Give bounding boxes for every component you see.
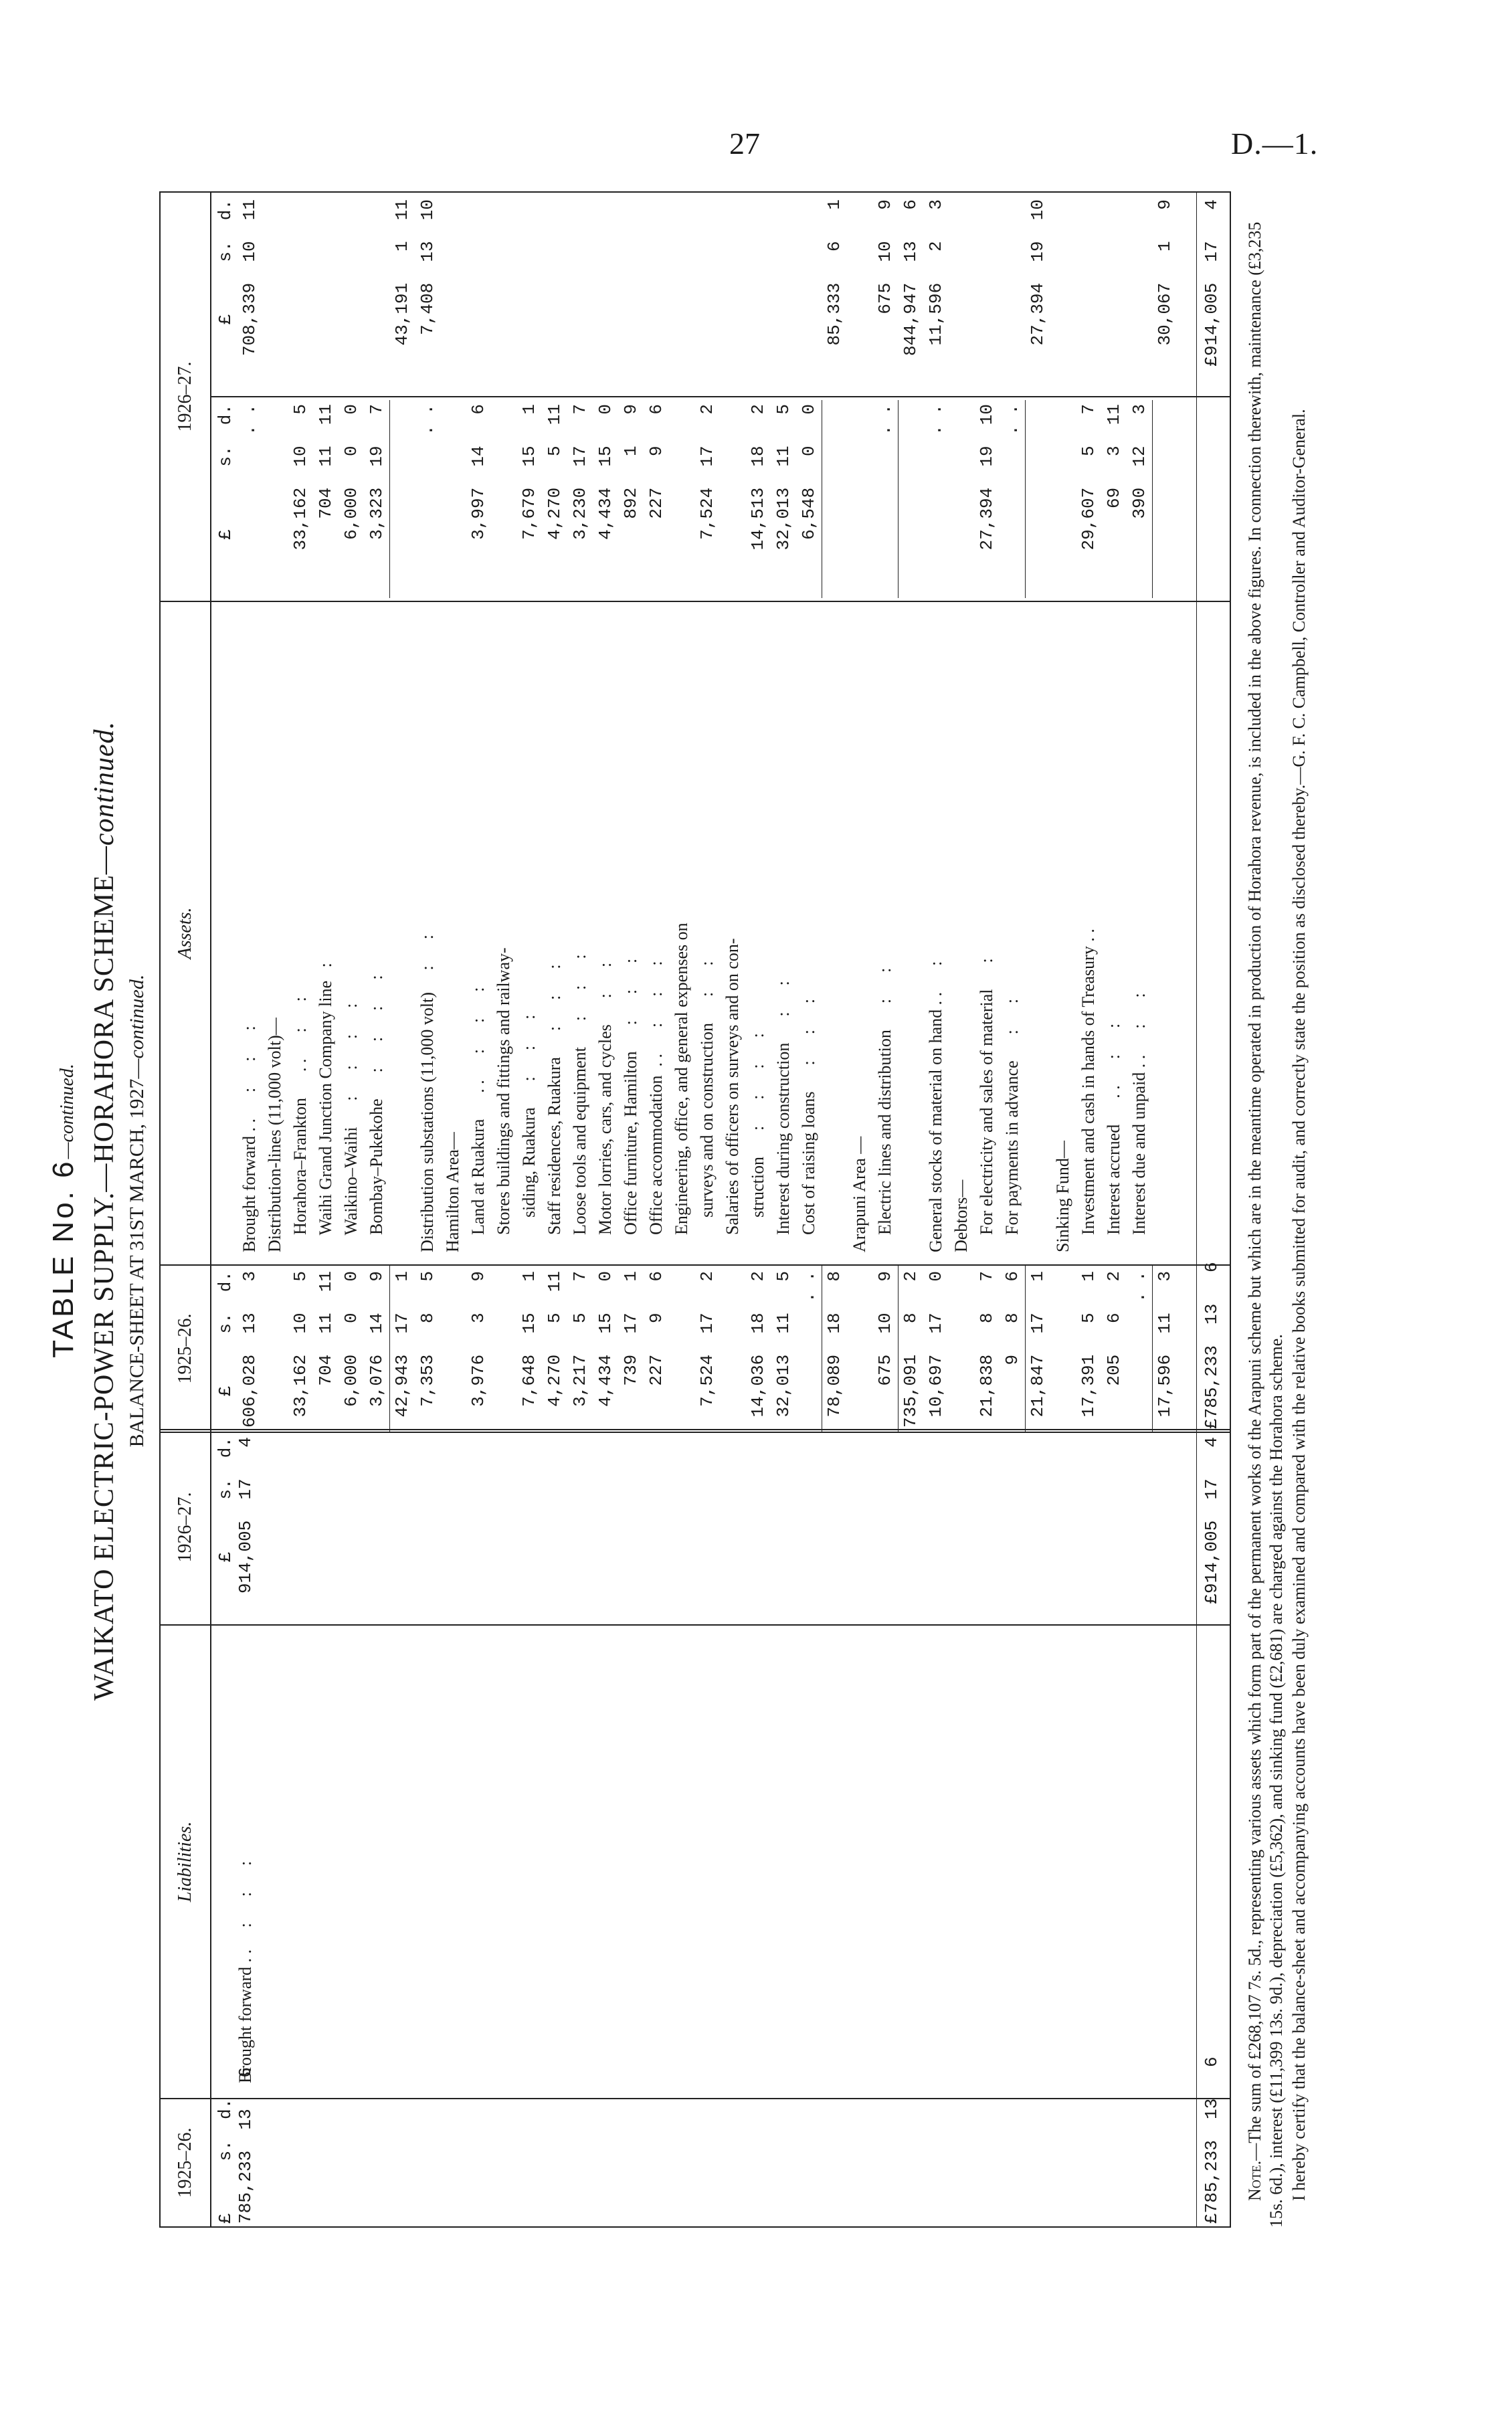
scheme-name: WAIKATO ELECTRIC-POWER SUPPLY.—HORAHORA SCHEME— (89, 846, 120, 1701)
asset-row-curr-total: 43,191 1 11 (392, 199, 412, 346)
asset-row-label: Stores buildings and fittings and railway- (494, 947, 513, 1252)
assets-total-rule (1196, 193, 1197, 1432)
asset-row-prev: 17,391 5 1 (1078, 1271, 1099, 1418)
asset-row-prev: 17,596 11 3 (1155, 1271, 1175, 1418)
asset-row-label: Engineering, office, and general expenses on (672, 923, 691, 1252)
asset-row-curr-detail: 7,524 17 2 (697, 404, 717, 540)
asset-row-prev: 33,162 10 5 (290, 1271, 310, 1418)
asset-row-prev: 3,976 3 9 (468, 1271, 488, 1407)
asset-row-label: Office furniture, Hamilton : : : (621, 958, 640, 1252)
assets-total-prev: £785,233 13 6 (1202, 1262, 1222, 1429)
asset-row-label: Distribution-lines (11,000 volt)— (265, 1018, 284, 1252)
asset-row-label: Cost of raising loans : : : (799, 998, 818, 1252)
document-reference: D.—1. (1231, 126, 1319, 161)
liabilities-table (159, 1429, 1231, 2228)
asset-row-label: Waihi Grand Junction Company line : (316, 963, 335, 1252)
asset-row-curr-total: 708,339 10 11 (240, 199, 260, 357)
asset-row-prev: 7,648 15 1 (519, 1271, 539, 1407)
table-title-continued: —continued. (57, 1064, 78, 1159)
asset-row-prev: 42,943 17 1 (392, 1271, 412, 1418)
assets-header-prev: 1925–26. (161, 1266, 211, 1432)
liab-unit-curr: £ s. d. (215, 1437, 235, 1563)
subtotal-rule (1025, 1266, 1026, 1432)
assets-col-divider-1 (161, 1264, 1230, 1266)
liab-col-divider-2 (161, 1624, 1230, 1626)
asset-row-curr-detail: . . (875, 404, 895, 436)
asset-row-label: Land at Ruakura . . : : : (468, 987, 488, 1252)
asset-row-curr-detail: . . (1002, 404, 1022, 436)
scheme-title (88, 194, 120, 2228)
asset-row-prev: 3,076 14 9 (367, 1271, 387, 1407)
asset-row-label: Salaries of officers on surveys and on con- (723, 938, 742, 1252)
liab-total-curr: £914,005 17 4 (1202, 1437, 1222, 1604)
asset-row-curr-detail: 3,230 17 7 (570, 404, 590, 540)
asset-row-label: struction : : : : (748, 1033, 767, 1252)
subtotal-rule (389, 1266, 390, 1432)
asset-row-prev: 3,217 5 7 (570, 1271, 590, 1407)
asset-row-prev: 675 10 9 (875, 1271, 895, 1386)
liab-header-prev: 1925–26. (161, 2099, 211, 2226)
asset-row-label: Interest accrued . . : : (1104, 1023, 1123, 1252)
table-title (47, 194, 80, 2228)
footnotes (1244, 194, 1311, 2228)
asset-row-prev: 205 6 2 (1104, 1271, 1124, 1386)
asset-row-label: Waikino–Waihi : : : : (341, 1003, 361, 1252)
assets-unit-curr-b: £ s. d. (215, 199, 235, 325)
sheet-subtitle (126, 194, 149, 2228)
asset-row-label: Investment and cash in hands of Treasury . . (1078, 929, 1098, 1252)
subtotal-rule (898, 400, 899, 598)
asset-row-prev: 7,524 17 2 (697, 1271, 717, 1407)
asset-row-curr-total: 675 10 9 (875, 199, 895, 314)
assets-unit-prev: £ s. d. (215, 1271, 235, 1397)
assets-col-divider-2 (161, 601, 1230, 602)
asset-row-prev: 735,091 8 2 (901, 1271, 921, 1428)
asset-row-curr-total: 27,394 19 10 (1028, 199, 1048, 346)
asset-row-curr-detail: 4,434 15 0 (595, 404, 616, 540)
assets-header-curr: 1926–27. (161, 193, 211, 601)
asset-row-curr-detail: 69 3 11 (1104, 404, 1124, 509)
asset-row-curr-detail: . . (417, 404, 438, 436)
asset-row-curr-detail: 704 11 11 (316, 404, 336, 519)
asset-row-curr-detail: 3,323 19 7 (367, 404, 387, 540)
subtotal-rule (898, 1266, 899, 1432)
liab-col-divider-1 (161, 2098, 1230, 2099)
asset-row-curr-detail: 6,548 0 0 (799, 404, 819, 540)
liab-bf-curr: 914,005 17 4 (235, 1437, 256, 1594)
asset-row-curr-detail: . . (926, 404, 946, 436)
asset-row-label: Arapuni Area — (850, 1136, 869, 1252)
asset-row-prev: 6,000 0 0 (341, 1271, 361, 1407)
asset-row-prev: 9 8 6 (1002, 1271, 1022, 1365)
asset-row-curr-total: 85,333 6 1 (824, 199, 844, 346)
asset-row-prev: 4,270 5 11 (545, 1271, 565, 1407)
asset-row-prev: 4,434 15 0 (595, 1271, 616, 1407)
asset-row-prev: 10,697 17 0 (926, 1271, 946, 1418)
asset-row-label: surveys and on construction : : (697, 961, 717, 1252)
asset-row-curr-detail: 4,270 5 11 (545, 404, 565, 540)
asset-row-curr-detail: 390 12 3 (1129, 404, 1149, 519)
liab-bf-label: Brought forward . . : : : (235, 1860, 255, 2083)
asset-row-label: Horahora–Frankton . . : : (290, 996, 310, 1252)
subtotal-rule (1152, 400, 1153, 598)
subtotal-rule (1152, 1266, 1153, 1432)
sheet-continued: continued. (126, 974, 148, 1059)
sheet-date: BALANCE-SHEET AT 31ST MARCH, 1927— (126, 1058, 148, 1448)
asset-row-label: Electric lines and distribution : : (875, 967, 894, 1252)
audit-certification: I hereby certify that the balance-sheet and accompanying accounts have been duly examined and compared with the relative books submitted for audit, and correctly state the position as disclosed thereby.—G. F. C. Campbell, Controller and Auditor-General. (1289, 409, 1309, 2201)
asset-row-prev: 739 17 1 (621, 1271, 641, 1386)
asset-row-prev: . . (1129, 1271, 1149, 1302)
asset-row-prev: 227 9 6 (646, 1271, 666, 1386)
liab-total-rule (1196, 1430, 1197, 2226)
note-text: —The sum of £268,107 7s. 5d., representing various assets which form part of the permanent works of the Arapuni scheme but which are in the meantime operated in production of Horahora revenue, is included in the above figures. In connection therewith, maintenance (£3,235 15s. 6d.), interest (£11,399 13s. 9d.), depreciation (£5,362), and sinking fund (£2,681) are charged against the Horahora scheme. (1245, 221, 1286, 2228)
assets-total-curr: £914,005 17 4 (1202, 199, 1222, 367)
rotated-page-content (47, 194, 1425, 2228)
asset-row-curr-detail: 14,513 18 2 (748, 404, 768, 551)
asset-row-label: Brought forward . . : : : (240, 1026, 259, 1252)
asset-row-curr-detail: 32,013 11 5 (773, 404, 793, 551)
asset-row-prev: 14,036 18 2 (748, 1271, 768, 1418)
asset-row-label: Bombay–Pukekohe : : : : (367, 975, 386, 1252)
asset-row-label: For electricity and sales of material : (977, 958, 996, 1252)
liab-bf-prev: 785,233 13 6 (235, 2066, 256, 2224)
asset-row-prev: 704 11 11 (316, 1271, 336, 1386)
asset-row-curr-total: 844,947 13 6 (901, 199, 921, 357)
asset-row-curr-detail: 27,394 19 10 (977, 404, 997, 551)
scheme-continued: continued. (89, 720, 120, 846)
asset-row-prev: 606,028 13 3 (240, 1271, 260, 1428)
assets-unit-curr-a: £ s. d. (215, 404, 235, 540)
asset-row-prev: 21,847 17 1 (1028, 1271, 1048, 1418)
asset-row-label: Staff residences, Ruakura : : : (545, 964, 564, 1252)
asset-row-label: Hamilton Area— (443, 1132, 462, 1252)
asset-row-curr-detail: 227 9 6 (646, 404, 666, 519)
liab-header-label: Liabilities. (161, 1626, 211, 2098)
asset-row-label: General stocks of material on hand . . : (926, 961, 945, 1252)
liab-total-prev: £785,233 13 6 (1202, 2056, 1222, 2224)
subtotal-rule (1025, 400, 1026, 598)
asset-row-label: For payments in advance : : (1002, 998, 1022, 1252)
asset-row-label: Interest during construction : : (773, 981, 793, 1252)
asset-row-curr-detail: . . (240, 404, 260, 436)
asset-row-curr-detail: 29,607 5 7 (1078, 404, 1099, 551)
asset-row-curr-total: 7,408 13 10 (417, 199, 438, 335)
asset-row-label: Office accommodation . . : : : (646, 961, 666, 1252)
page-number: 27 (729, 126, 760, 161)
asset-row-curr-detail: 892 1 9 (621, 404, 641, 519)
asset-row-prev: 21,838 8 7 (977, 1271, 997, 1418)
asset-row-label: Interest due and unpaid . . : : (1129, 993, 1149, 1252)
liab-unit-prev: £ s. d. (215, 2098, 235, 2224)
note-paragraph (1244, 194, 1287, 2228)
asset-row-curr-detail: 33,162 10 5 (290, 404, 310, 551)
assets-col-divider-3 (210, 396, 1230, 397)
asset-row-curr-detail: 3,997 14 6 (468, 404, 488, 540)
subtotal-rule (389, 400, 390, 598)
asset-row-label: siding, Ruakura : : : (519, 1014, 539, 1252)
liab-header-curr: 1926–27. (161, 1430, 211, 1624)
asset-row-curr-total: 11,596 2 3 (926, 199, 946, 346)
asset-row-label: Loose tools and equipment : : : (570, 954, 589, 1252)
table-number: TABLE No. 6 (47, 1159, 80, 1358)
asset-row-curr-total: 30,067 1 9 (1155, 199, 1175, 346)
asset-row-label: Motor lorries, cars, and cycles : : (595, 962, 615, 1252)
asset-row-prev: . . (799, 1271, 819, 1302)
assets-table (159, 191, 1231, 1433)
asset-row-prev: 32,013 11 5 (773, 1271, 793, 1418)
asset-row-label: Distribution substations (11,000 volt) : : (417, 935, 437, 1252)
note-label: Note. (1245, 2160, 1264, 2201)
asset-row-curr-detail: 7,679 15 1 (519, 404, 539, 540)
asset-row-prev: 7,353 8 5 (417, 1271, 438, 1407)
asset-row-curr-detail: 6,000 0 0 (341, 404, 361, 540)
assets-header-label: Assets. (161, 602, 211, 1264)
asset-row-label: Sinking Fund— (1053, 1141, 1072, 1252)
asset-row-label: Debtors— (951, 1179, 971, 1252)
asset-row-prev: 78,089 18 8 (824, 1271, 844, 1418)
